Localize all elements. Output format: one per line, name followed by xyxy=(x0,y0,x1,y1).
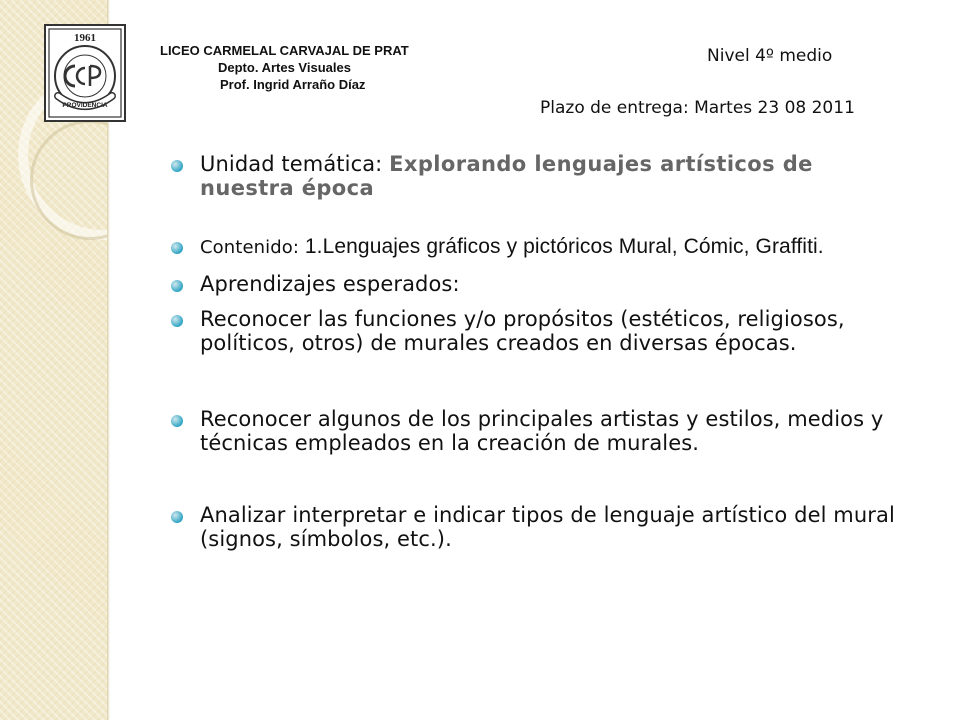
list-item-objective-2 xyxy=(171,407,906,455)
objective-3-text: Analizar interpretar e indicar tipos de lenguaje artístico del mural (signos, símbolos, etc.). xyxy=(200,503,895,551)
objective-2-text: Reconocer algunos de los principales artistas y estilos, medios y técnicas empleados en la creación de murales. xyxy=(200,407,884,455)
bullet-icon xyxy=(171,511,183,523)
department-name: Depto. Artes Visuales xyxy=(218,60,351,75)
bullet-icon xyxy=(171,315,183,327)
list-item-objective-1 xyxy=(171,307,906,355)
bullet-icon xyxy=(171,280,183,292)
svg-text:1961: 1961 xyxy=(74,32,96,44)
contenido-label: Contenido: xyxy=(200,237,305,258)
bullet-icon xyxy=(171,160,183,172)
unidad-value: Explorando lenguajes artísticos de nuestra época xyxy=(200,152,813,200)
bullet-icon xyxy=(171,242,183,254)
list-item-objective-3 xyxy=(171,503,906,551)
level-label: Nivel 4º medio xyxy=(707,46,833,66)
school-header xyxy=(160,42,490,93)
aprendizajes-label: Aprendizajes esperados: xyxy=(200,272,460,296)
content-bullet-list xyxy=(171,152,906,551)
deadline-label: Plazo de entrega: Martes 23 08 2011 xyxy=(540,98,855,118)
school-logo xyxy=(44,24,126,122)
bullet-icon xyxy=(171,415,183,427)
contenido-value: 1.Lenguajes gráficos y pictóricos Mural, Cómic, Graffiti. xyxy=(304,235,824,258)
teacher-name: Prof. Ingrid Arraño Díaz xyxy=(220,77,366,92)
objective-1-text: Reconocer las funciones y/o propósitos (estéticos, religiosos, políticos, otros) de murales creados en diversas épocas. xyxy=(200,307,845,355)
school-name: LICEO CARMELAL CARVAJAL DE PRAT xyxy=(160,43,409,58)
list-item-contenido xyxy=(171,234,906,260)
list-item-unidad xyxy=(171,152,906,200)
unidad-label: Unidad temática: xyxy=(200,152,390,176)
svg-text:PROVIDENCIA: PROVIDENCIA xyxy=(62,102,108,109)
list-item-aprendizajes xyxy=(171,272,906,296)
